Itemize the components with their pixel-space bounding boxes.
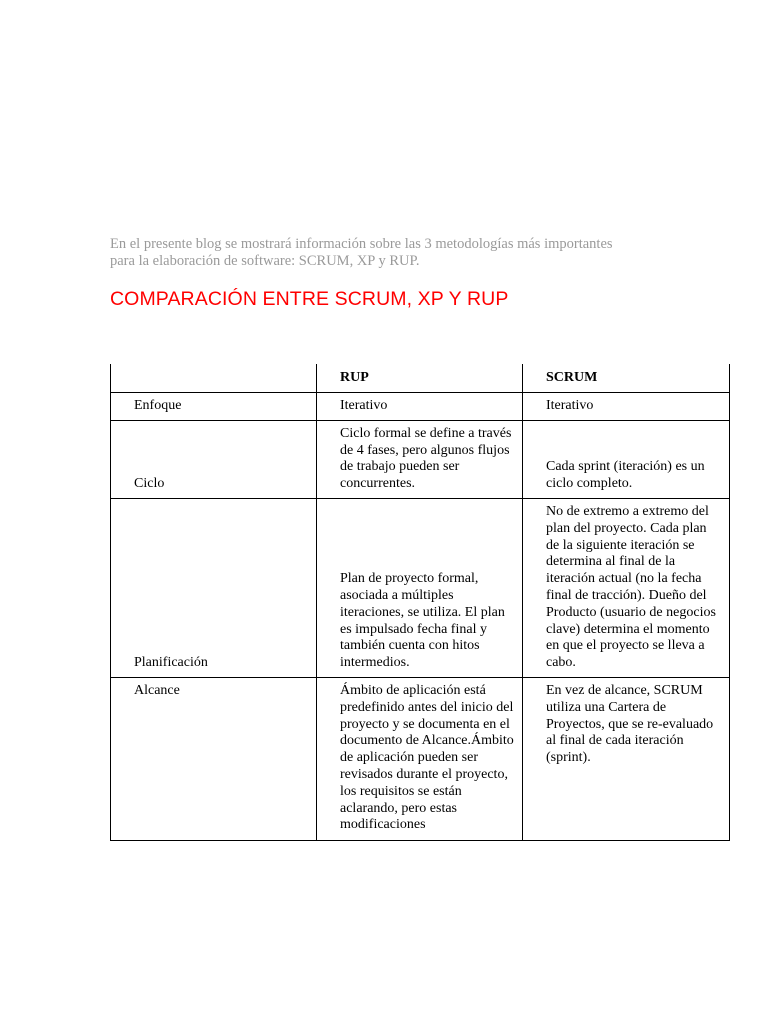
header-cell-scrum: SCRUM xyxy=(523,364,730,393)
header-cell-rup: RUP xyxy=(317,364,523,393)
scrum-cell: Cada sprint (iteración) es un ciclo completo. xyxy=(523,420,730,498)
row-label: Alcance xyxy=(111,677,317,840)
row-label: Ciclo xyxy=(111,420,317,498)
comparison-table xyxy=(110,364,730,841)
table-row-ciclo xyxy=(111,420,730,498)
section-heading: COMPARACIÓN ENTRE SCRUM, XP Y RUP xyxy=(110,288,509,310)
row-label: Planificación xyxy=(111,498,317,677)
table-row-planificacion xyxy=(111,498,730,677)
rup-cell: Iterativo xyxy=(317,393,523,421)
rup-cell: Ámbito de aplicación está predefinido antes del inicio del proyecto y se documenta en el documento de Alcance.Ámbito de aplicación pueden ser revisados durante el proyecto, los requisitos se están aclarando, pero estas modificaciones xyxy=(317,677,523,840)
scrum-cell: En vez de alcance, SCRUM utiliza una Cartera de Proyectos, que se re-evaluado al final de cada iteración (sprint). xyxy=(523,677,730,840)
rup-cell: Ciclo formal se define a través de 4 fases, pero algunos flujos de trabajo pueden ser concurrentes. xyxy=(317,420,523,498)
header-cell-empty xyxy=(111,364,317,393)
table-header-row xyxy=(111,364,730,393)
scrum-cell: Iterativo xyxy=(523,393,730,421)
intro-paragraph: En el presente blog se mostrará información sobre las 3 metodologías más importantes para la elaboración de software: SCRUM, XP y RUP. xyxy=(110,235,613,269)
table-row-enfoque xyxy=(111,393,730,421)
scrum-cell: No de extremo a extremo del plan del proyecto. Cada plan de la siguiente iteración se determina al final de la iteración actual (no la fecha final de tracción). Dueño del Producto (usuario de negocios clave) determina el momento en que el proyecto se lleva a cabo. xyxy=(523,498,730,677)
table-row-alcance xyxy=(111,677,730,840)
row-label: Enfoque xyxy=(111,393,317,421)
rup-cell: Plan de proyecto formal, asociada a múltiples iteraciones, se utiliza. El plan es impulsado fecha final y también cuenta con hitos intermedios. xyxy=(317,498,523,677)
